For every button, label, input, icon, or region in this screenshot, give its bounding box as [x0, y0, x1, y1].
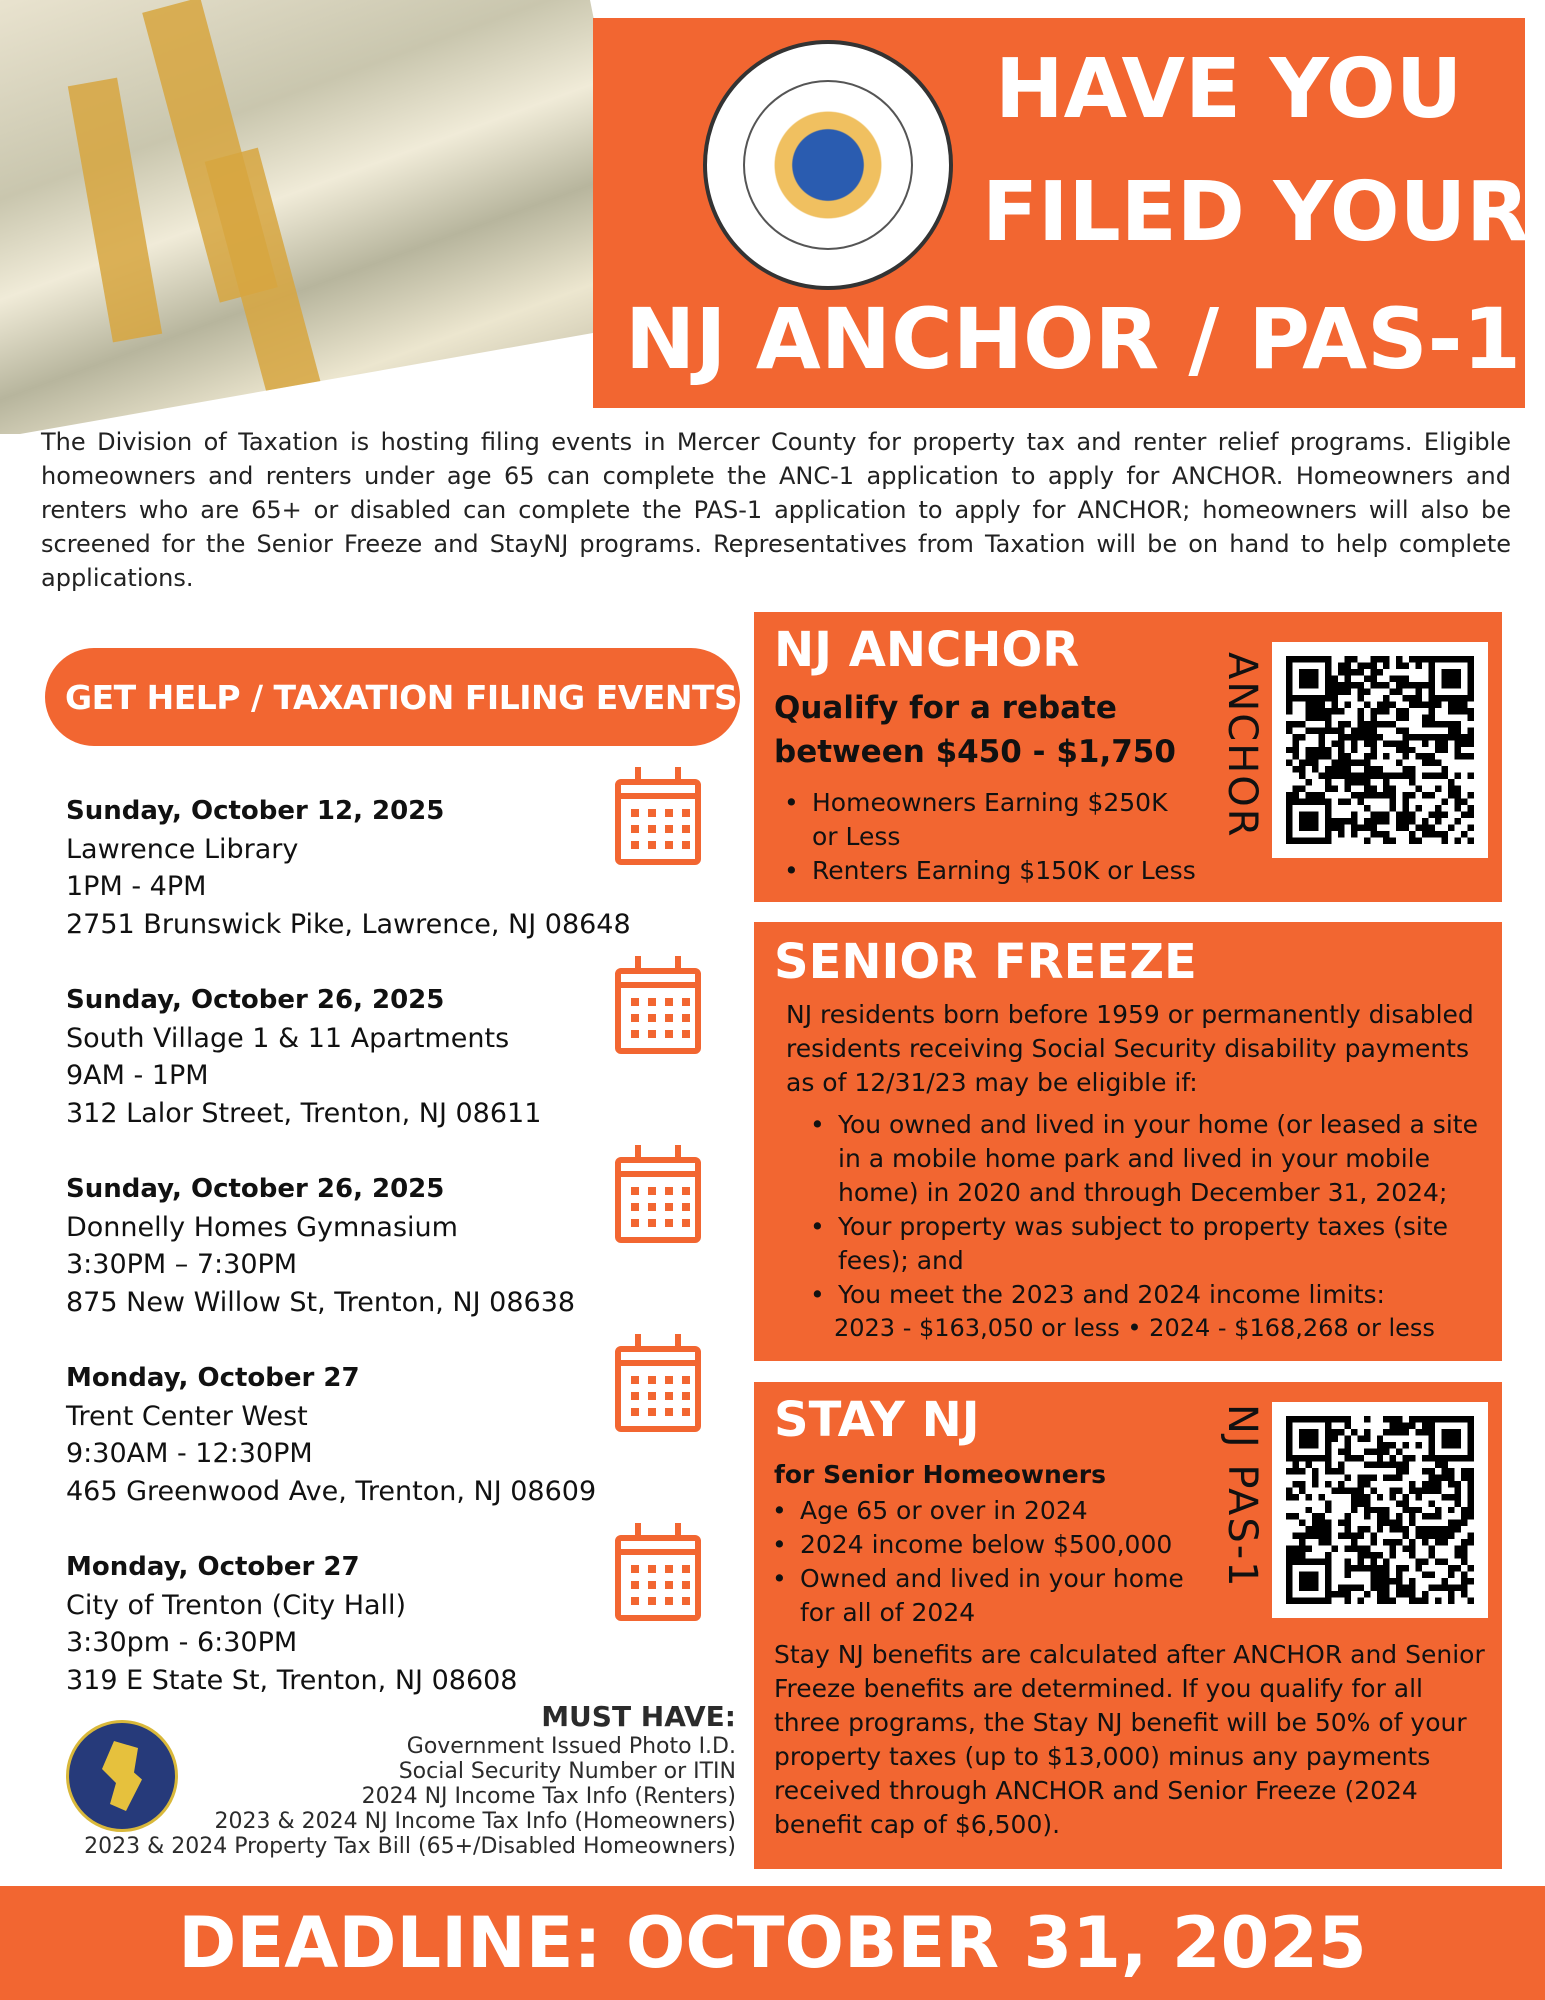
event-place: Trent Center West — [66, 1400, 308, 1432]
nj-state-seal — [703, 40, 953, 290]
calendar-icon — [615, 1346, 701, 1432]
calendar-icon — [615, 779, 701, 865]
stay-nj-title: STAY NJ — [774, 1392, 980, 1448]
senior-freeze-item: • Your property was subject to property taxes (site fees); and — [806, 1210, 1486, 1278]
senior-freeze-item: • You meet the 2023 and 2024 income limits: — [806, 1278, 1486, 1312]
title-line-3: NJ ANCHOR / PAS-1 — [625, 290, 1521, 388]
event-date: Sunday, October 26, 2025 — [66, 985, 445, 1015]
title-line-1: HAVE YOU — [995, 42, 1463, 137]
event-item — [66, 1360, 596, 1510]
anchor-item: • Renters Earning $150K or Less — [780, 854, 1200, 888]
calendar-icon — [615, 1535, 701, 1621]
pas1-qr-code[interactable] — [1272, 1402, 1488, 1618]
senior-freeze-intro: NJ residents born before 1959 or permanently disabled residents receiving Social Security disability payments as of 12/31/23 may be eligible if: — [786, 1000, 1474, 1097]
must-have-item: Social Security Number or ITIN — [398, 1759, 736, 1784]
stay-nj-qr-label: NJ PAS-1 — [1219, 1404, 1265, 1589]
deadline-banner: DEADLINE: OCTOBER 31, 2025 — [0, 1886, 1545, 2000]
anchor-title: NJ ANCHOR — [774, 622, 1080, 678]
must-have-list — [84, 1700, 736, 1859]
event-item — [66, 1549, 517, 1699]
must-have-item: 2023 & 2024 NJ Income Tax Info (Homeowners) — [214, 1809, 736, 1834]
event-time: 1PM - 4PM — [66, 871, 207, 903]
must-have-item: 2023 & 2024 Property Tax Bill (65+/Disabled Homeowners) — [84, 1834, 736, 1859]
event-address: 2751 Brunswick Pike, Lawrence, NJ 08648 — [66, 908, 631, 940]
event-address: 312 Lalor Street, Trenton, NJ 08611 — [66, 1097, 542, 1129]
anchor-subtitle — [774, 686, 1176, 774]
title-line-2: FILED YOUR — [982, 165, 1530, 260]
senior-freeze-item: • You owned and lived in your home (or leased a site in a mobile home park and lived in your mobile home) in 2020 and through December 31, 2024; — [806, 1108, 1486, 1210]
event-date: Sunday, October 12, 2025 — [66, 796, 445, 826]
event-time: 9AM - 1PM — [66, 1060, 209, 1092]
anchor-box — [754, 612, 1502, 902]
event-time: 3:30pm - 6:30PM — [66, 1627, 298, 1659]
calendar-icon — [615, 968, 701, 1054]
anchor-qr-code[interactable] — [1272, 642, 1488, 858]
anchor-qr-label: ANCHOR — [1219, 652, 1265, 839]
senior-freeze-title: SENIOR FREEZE — [774, 934, 1197, 990]
intro-paragraph: The Division of Taxation is hosting filing events in Mercer County for property tax and renter relief programs. Eligible homeowners and renters under age 65 can complete the ANC-1 application to apply for ANCHOR. Homeowners and renters who are 65+ or disabled can complete the PAS-1 application to apply for ANCHOR; homeowners will also be screened for the Senior Freeze and StayNJ programs. Representatives from Taxation will be on hand to help complete applications. — [41, 428, 1511, 592]
stay-nj-item: • Owned and lived in your home for all of 2024 — [768, 1562, 1188, 1630]
senior-freeze-limits: 2023 - $163,050 or less • 2024 - $168,268 or less — [834, 1314, 1435, 1342]
must-have-item: 2024 NJ Income Tax Info (Renters) — [361, 1784, 736, 1809]
anchor-item: • Homeowners Earning $250K or Less — [780, 786, 1200, 854]
event-date: Monday, October 27 — [66, 1363, 360, 1393]
must-have-heading: MUST HAVE: — [541, 1700, 736, 1733]
calendar-icon — [615, 1157, 701, 1243]
stay-nj-item: • 2024 income below $500,000 — [768, 1528, 1188, 1562]
senior-freeze-box — [754, 922, 1502, 1361]
event-item — [66, 982, 541, 1132]
anchor-subtitle-line: between $450 - $1,750 — [774, 734, 1176, 770]
event-place: South Village 1 & 11 Apartments — [66, 1022, 510, 1054]
event-time: 9:30AM - 12:30PM — [66, 1438, 313, 1470]
event-date: Monday, October 27 — [66, 1552, 360, 1582]
event-address: 319 E State St, Trenton, NJ 08608 — [66, 1664, 518, 1696]
event-item — [66, 793, 631, 943]
event-place: Lawrence Library — [66, 833, 299, 865]
stay-nj-body: Stay NJ benefits are calculated after ANCHOR and Senior Freeze benefits are determined. If you qualify for all three programs, the Stay NJ benefit will be 50% of your property taxes (up to $13,000) minus any payments received through ANCHOR and Senior Freeze (2024 benefit cap of $6,500). — [774, 1640, 1485, 1839]
anchor-subtitle-line: Qualify for a rebate — [774, 690, 1117, 726]
event-address: 465 Greenwood Ave, Trenton, NJ 08609 — [66, 1475, 597, 1507]
event-place: City of Trenton (City Hall) — [66, 1589, 407, 1621]
stay-nj-box — [754, 1382, 1502, 1869]
event-item — [66, 1171, 575, 1321]
must-have-item: Government Issued Photo I.D. — [406, 1734, 736, 1759]
event-date: Sunday, October 26, 2025 — [66, 1174, 445, 1204]
event-time: 3:30PM – 7:30PM — [66, 1249, 298, 1281]
stay-nj-subtitle: for Senior Homeowners — [774, 1460, 1106, 1489]
events-heading: GET HELP / TAXATION FILING EVENTS — [45, 648, 740, 746]
stay-nj-item: • Age 65 or over in 2024 — [768, 1494, 1188, 1528]
event-place: Donnelly Homes Gymnasium — [66, 1211, 458, 1243]
event-address: 875 New Willow St, Trenton, NJ 08638 — [66, 1286, 576, 1318]
money-stack-image — [0, 0, 640, 434]
